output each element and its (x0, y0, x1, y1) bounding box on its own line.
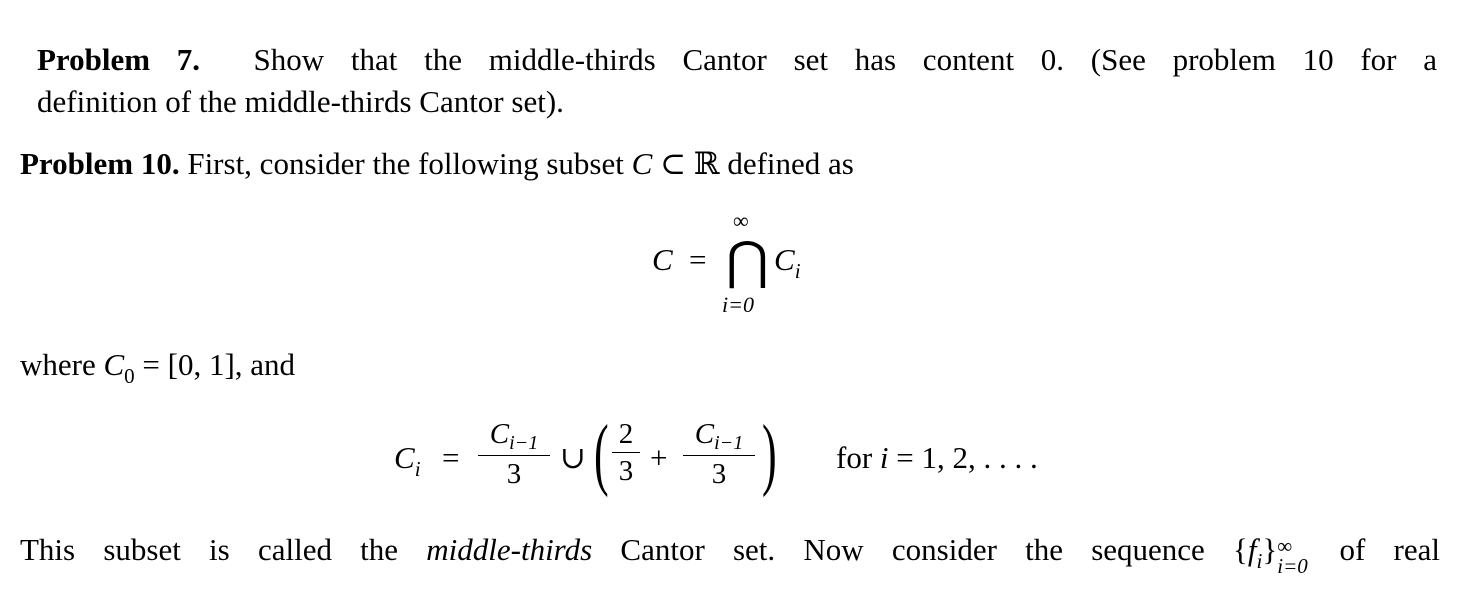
eq1-equals: = (689, 242, 707, 277)
frac2-num: 2 (618, 418, 634, 450)
seq-upper: ∞ (1277, 534, 1293, 558)
eq2-lhs-sub: i (414, 457, 421, 481)
eq1-term-sub: i (794, 259, 801, 283)
eq2-lhs: C (394, 440, 415, 475)
eq2-equals: = (442, 440, 460, 475)
eq2-fraction-2 (612, 418, 640, 487)
last-line-text: This subset is called the (20, 532, 399, 567)
math-subset: ⊂ (660, 146, 687, 181)
eq1-upper-limit: ∞ (733, 208, 749, 233)
frac2-den: 3 (618, 455, 634, 487)
problem-10-text-end: defined as (727, 146, 854, 181)
math-f-sub: i (1256, 549, 1263, 573)
math-f: f (1247, 532, 1257, 567)
last-line-text-end: of real (1339, 532, 1440, 567)
frac1-num-sub: i−1 (509, 432, 539, 454)
problem-7-line-1 (37, 40, 1437, 80)
fraction-bar (612, 452, 640, 453)
eq2-condition-for: for (836, 440, 873, 475)
math-set-c: C (631, 146, 653, 181)
where-line (20, 345, 295, 388)
problem-7-text: Show that the middle-thirds Cantor set has content 0. (See problem 10 for a (253, 42, 1437, 77)
problem-7-label: Problem 7. (37, 42, 201, 77)
eq2-plus: + (650, 440, 668, 475)
problem-7-line-2 (37, 82, 564, 122)
left-paren: ( (593, 410, 609, 498)
where-text: where (20, 347, 96, 382)
problem-10-label: Problem 10. (20, 146, 180, 181)
frac3-den: 3 (711, 458, 727, 490)
frac1-den: 3 (506, 458, 522, 490)
problem-10-intro (20, 144, 854, 184)
fraction-bar (683, 455, 755, 456)
fraction-bar (478, 455, 550, 456)
eq1-term: C (774, 242, 795, 277)
eq1-lower-limit: i=0 (722, 292, 754, 317)
eq1-lhs: C (652, 242, 673, 277)
emphasis-middle-thirds: middle-thirds (426, 532, 593, 567)
seq-lower: i=0 (1277, 554, 1308, 578)
eq2-condition-var: i (879, 440, 889, 475)
frac3-num-sub: i−1 (714, 432, 744, 454)
eq2-condition-values: = 1, 2, . . . . (896, 440, 1038, 475)
eq1-intersection-symbol: ⋂ (726, 233, 769, 290)
problem-10-text: First, consider the following subset (187, 146, 624, 181)
eq2-fraction-3 (683, 418, 755, 490)
math-c0: C (103, 347, 125, 382)
frac1-num: C (489, 418, 510, 450)
math-reals: ℝ (693, 146, 720, 182)
eq2-fraction-1 (478, 418, 550, 490)
eq2-union: ∪ (560, 440, 586, 475)
last-line (20, 530, 1440, 578)
right-paren: ) (761, 410, 777, 498)
problem-7-text-cont: definition of the middle-thirds Cantor set). (37, 84, 564, 119)
where-text-end: = [0, 1], and (142, 347, 296, 382)
math-brace-close: } (1262, 532, 1278, 567)
frac3-num: C (694, 418, 715, 450)
last-line-text-2: Cantor set. Now consider the sequence { (620, 532, 1248, 567)
math-c0-sub: 0 (124, 364, 135, 388)
